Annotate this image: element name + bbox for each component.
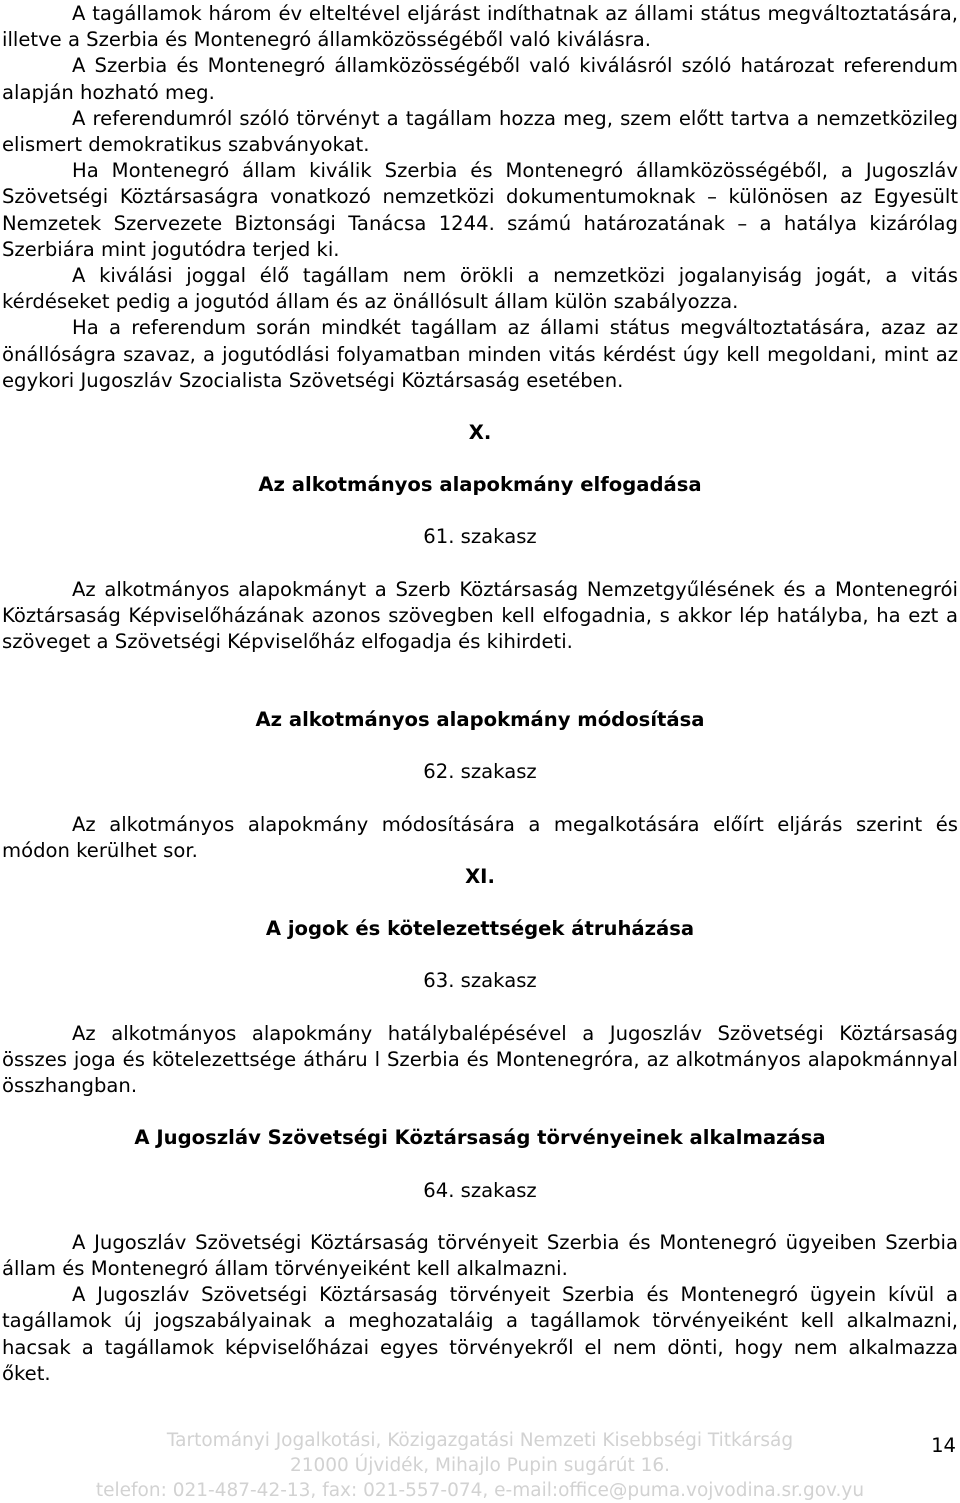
document-page — [2, 0, 958, 1387]
article-63-text: Az alkotmányos alapokmány hatálybalépésével a Jugoszláv Szövetségi Köztársaság összes joga és kötelezettsége átháru l Szerbia és Montenegróra, az alkotmányos alapokmánnyal összhangban. — [2, 1021, 958, 1098]
paragraph-legal-personality: A kiválási joggal élő tagállam nem örökli a nemzetközi jogalanyiság jogát, a vitás kérdéseket pedig a jogutód állam és az önállósult állam külön szabályozza. — [2, 264, 958, 314]
article-64-heading: 64. szakasz — [423, 1178, 537, 1202]
section-title-laws: A Jugoszláv Szövetségi Köztársaság törvényeinek alkalmazása — [134, 1126, 826, 1150]
paragraph-secession-referendum: A Szerbia és Montenegró államközösségéből való kiválásról szóló határozat referendum alapján hozható meg. — [2, 54, 958, 104]
page-number: 14 — [931, 1434, 956, 1457]
section-title-amendment: Az alkotmányos alapokmány módosítása — [255, 708, 705, 732]
paragraph-succession: Ha a referendum során mindkét tagállam az állami státus megváltoztatására, azaz az önállóságra szavaz, a jogutódlási folyamatban minden vitás kérdést úgy kell megoldani, mint az egykori Jugoszláv Szocialista Szövetségi Köztársaság esetében. — [2, 316, 958, 392]
paragraph-referendum-law: A referendumról szóló törvényt a tagállam hozza meg, szem előtt tartva a nemzetközileg elismert demokratikus szabványokat. — [2, 106, 958, 157]
article-62-text: Az alkotmányos alapokmány módosítására a megalkotására előírt eljárás szerint és módon kerülhet sor. — [2, 812, 958, 862]
footer-contact: telefon: 021-487-42-13, fax: 021-557-074, e-mail:office@puma.vojvodina.sr.gov.yu — [95, 1480, 865, 1501]
page-footer — [0, 1428, 960, 1503]
article-64-paragraph-1: A Jugoszláv Szövetségi Köztársaság törvényeit Szerbia és Montenegró ügyeiben Szerbia állam és Montenegró állam törvényeiként kell alkalmazni. — [2, 1230, 958, 1280]
footer-address: 21000 Újvidék, Mihajlo Pupin sugárút 16. — [289, 1455, 671, 1476]
article-61-heading: 61. szakasz — [423, 525, 537, 549]
article-62-heading: 62. szakasz — [423, 760, 537, 784]
article-61-text: Az alkotmányos alapokmányt a Szerb Köztársaság Nemzetgyűlésének és a Montenegrói Köztársaság Képviselőházának azonos szövegben kell elfogadnia, s akkor lép hatályba, ha ezt a szöveget a Szövetségi Képviselőház elfogadja és kihirdeti. — [2, 577, 958, 654]
chapter-title-xi: A jogok és kötelezettségek átruházása — [265, 917, 695, 941]
paragraph-status-change: A tagállamok három év elteltével eljárást indíthatnak az állami státus megváltoztatására, illetve a Szerbia és Montenegró államközösségéből való kiválásra. — [2, 2, 958, 52]
paragraph-montenegro-secession: Ha Montenegró állam kiválik Szerbia és Montenegró államközösségéből, a Jugoszláv Szövetségi Köztársaságra vonatkozó nemzetközi dokumentumoknak – különösen az Egyesült Nemzetek Szervezete Biztonsági Tanácsa 1244. számú határozatának – a hatálya kizárólag Szerbiára mint jogutódra terjed ki. — [2, 159, 958, 261]
footer-office-name: Tartományi Jogalkotási, Közigazgatási Nemzeti Kisebbségi Titkárság — [166, 1430, 794, 1451]
chapter-numeral-x: X. — [468, 421, 492, 445]
article-64-paragraph-2: A Jugoszláv Szövetségi Köztársaság törvényeit Szerbia és Montenegró ügyein kívül a tagállamok új jogszabályainak a meghozataláig a tagállamok törvényeiként kell alkalmazni, hacsak a tagállamok képviselőházai egyes törvényekről el nem dönti, hogy nem alkalmazza őket. — [2, 1283, 958, 1385]
article-63-heading: 63. szakasz — [423, 969, 537, 993]
chapter-title-x: Az alkotmányos alapokmány elfogadása — [258, 473, 702, 497]
chapter-numeral-xi: XI. — [465, 865, 495, 889]
